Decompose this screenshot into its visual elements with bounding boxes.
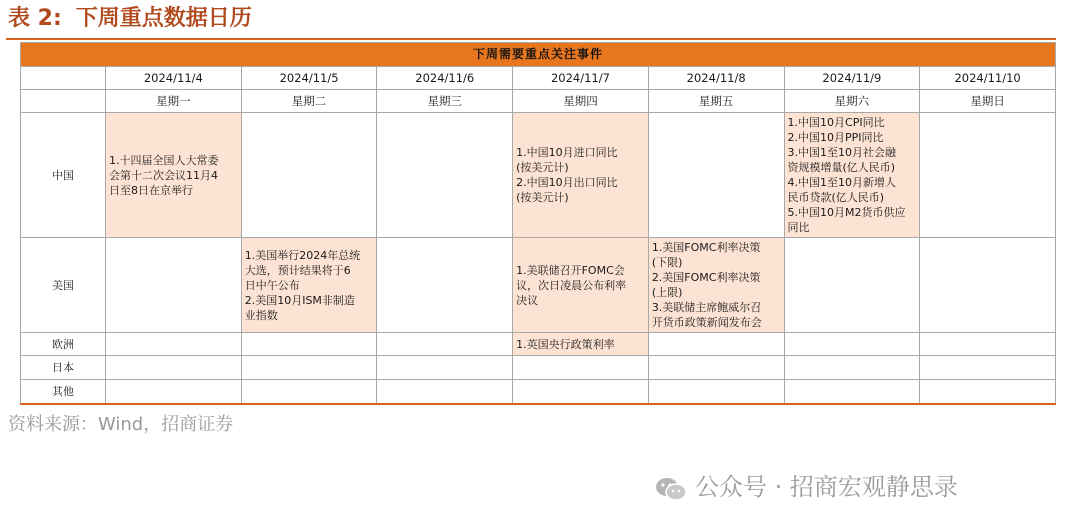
event-line: 2.美国FOMC利率决策 xyxy=(651,271,761,284)
date-cell: 2024/11/5 xyxy=(241,67,377,90)
wechat-icon xyxy=(655,476,687,500)
event-cell-china-thu xyxy=(513,113,649,238)
event-line: 民币贷款(亿人民币) xyxy=(787,191,885,204)
empty-cell xyxy=(377,380,513,404)
date-cell: 2024/11/4 xyxy=(106,67,242,90)
event-line: 1.美联储召开FOMC会 xyxy=(516,263,625,277)
row-label-japan: 日本 xyxy=(21,356,106,380)
empty-cell xyxy=(648,356,784,380)
empty-cell xyxy=(513,356,649,380)
event-line: 1.十四届全国人大常委 xyxy=(109,153,219,167)
event-line: 3.中国1至10月社会融 xyxy=(787,146,897,159)
event-line: 议，次日凌晨公布利率 xyxy=(516,278,627,292)
event-line: (按美元计) xyxy=(516,161,569,174)
event-line: (下限) xyxy=(651,256,683,269)
table-title xyxy=(8,4,252,34)
empty-cell xyxy=(377,113,513,238)
empty-cell xyxy=(377,333,513,356)
date-cell: 2024/11/6 xyxy=(377,67,513,90)
weekday-cell: 星期六 xyxy=(784,90,920,113)
weekday-row xyxy=(21,90,1056,113)
empty-cell xyxy=(920,333,1056,356)
table-row-japan xyxy=(21,356,1056,380)
weekday-cell: 星期五 xyxy=(648,90,784,113)
table-header-row xyxy=(21,43,1056,67)
event-cell-usa-tue xyxy=(241,238,377,333)
event-line: 4.中国1至10月新增人 xyxy=(787,176,897,189)
empty-cell xyxy=(784,380,920,404)
event-line: 3.美联储主席鲍威尔召 xyxy=(651,301,762,314)
title-divider xyxy=(6,38,1056,40)
empty-cell xyxy=(106,356,242,380)
empty-cell xyxy=(920,113,1056,238)
empty-cell xyxy=(241,333,377,356)
event-cell-usa-thu xyxy=(513,238,649,333)
event-line: 5.中国10月M2货币供应 xyxy=(787,206,906,219)
table-row-china xyxy=(21,113,1056,238)
event-cell-usa-fri xyxy=(648,238,784,333)
empty-cell xyxy=(920,380,1056,404)
event-line: 2.中国10月出口同比 xyxy=(516,176,618,189)
empty-cell xyxy=(648,333,784,356)
empty-cell xyxy=(784,333,920,356)
date-row xyxy=(21,67,1056,90)
row-label-other: 其他 xyxy=(21,380,106,404)
event-line: 会第十二次会议11月4 xyxy=(109,168,218,182)
event-line: 大选，预计结果将于6 xyxy=(244,263,351,277)
empty-cell xyxy=(377,238,513,333)
corner-cell xyxy=(21,90,106,113)
event-cell-china-mon xyxy=(106,113,242,238)
event-line: (按美元计) xyxy=(516,191,569,204)
empty-cell xyxy=(106,333,242,356)
event-line: 1.美国举行2024年总统 xyxy=(244,248,361,262)
empty-cell xyxy=(241,356,377,380)
weekday-cell: 星期一 xyxy=(106,90,242,113)
table-number: 表 2: xyxy=(8,6,62,31)
empty-cell xyxy=(920,238,1056,333)
event-line: 业指数 xyxy=(244,308,278,322)
event-calendar-table xyxy=(20,42,1056,404)
event-line: 1.美国FOMC利率决策 xyxy=(651,241,761,254)
event-line: 1.中国10月CPI同比 xyxy=(787,116,885,129)
row-label-europe: 欧洲 xyxy=(21,333,106,356)
date-cell: 2024/11/7 xyxy=(513,67,649,90)
weekday-cell: 星期三 xyxy=(377,90,513,113)
date-cell: 2024/11/9 xyxy=(784,67,920,90)
event-line: 同比 xyxy=(787,221,810,234)
date-cell: 2024/11/10 xyxy=(920,67,1056,90)
event-line: 开货币政策新闻发布会 xyxy=(651,316,762,329)
empty-cell xyxy=(377,356,513,380)
date-cell: 2024/11/8 xyxy=(648,67,784,90)
empty-cell xyxy=(241,113,377,238)
table-title-text: 下周重点数据日历 xyxy=(75,6,252,31)
event-line: (上限) xyxy=(651,286,683,299)
empty-cell xyxy=(106,380,242,404)
watermark xyxy=(655,470,958,504)
empty-cell xyxy=(784,356,920,380)
event-line: 1.中国10月进口同比 xyxy=(516,146,618,159)
table-bottom-divider xyxy=(20,403,1056,405)
table-row-other xyxy=(21,380,1056,404)
empty-cell xyxy=(920,356,1056,380)
table-row-usa xyxy=(21,238,1056,333)
weekday-cell: 星期四 xyxy=(513,90,649,113)
event-line: 日中午公布 xyxy=(244,278,300,292)
table-header: 下周需要重点关注事件 xyxy=(21,43,1056,67)
event-line: 日至8日在京举行 xyxy=(109,183,193,197)
event-line: 资规模增量(亿人民币) xyxy=(787,161,896,174)
event-line: 2.中国10月PPI同比 xyxy=(787,131,884,144)
watermark-text: 公众号 · 招商宏观静思录 xyxy=(695,473,958,501)
row-label-usa: 美国 xyxy=(21,238,106,333)
empty-cell xyxy=(648,113,784,238)
event-line: 1.英国央行政策利率 xyxy=(516,337,615,351)
weekday-cell: 星期二 xyxy=(241,90,377,113)
empty-cell xyxy=(513,380,649,404)
row-label-china: 中国 xyxy=(21,113,106,238)
weekday-cell: 星期日 xyxy=(920,90,1056,113)
empty-cell xyxy=(241,380,377,404)
event-cell-china-sat xyxy=(784,113,920,238)
table-row-europe xyxy=(21,333,1056,356)
empty-cell xyxy=(648,380,784,404)
event-line: 2.美国10月ISM非制造 xyxy=(244,293,355,307)
empty-cell xyxy=(106,238,242,333)
event-cell-europe-thu xyxy=(513,333,649,356)
event-line: 决议 xyxy=(516,293,539,307)
corner-cell xyxy=(21,67,106,90)
source-note: 资料来源：Wind，招商证券 xyxy=(8,414,234,435)
empty-cell xyxy=(784,238,920,333)
